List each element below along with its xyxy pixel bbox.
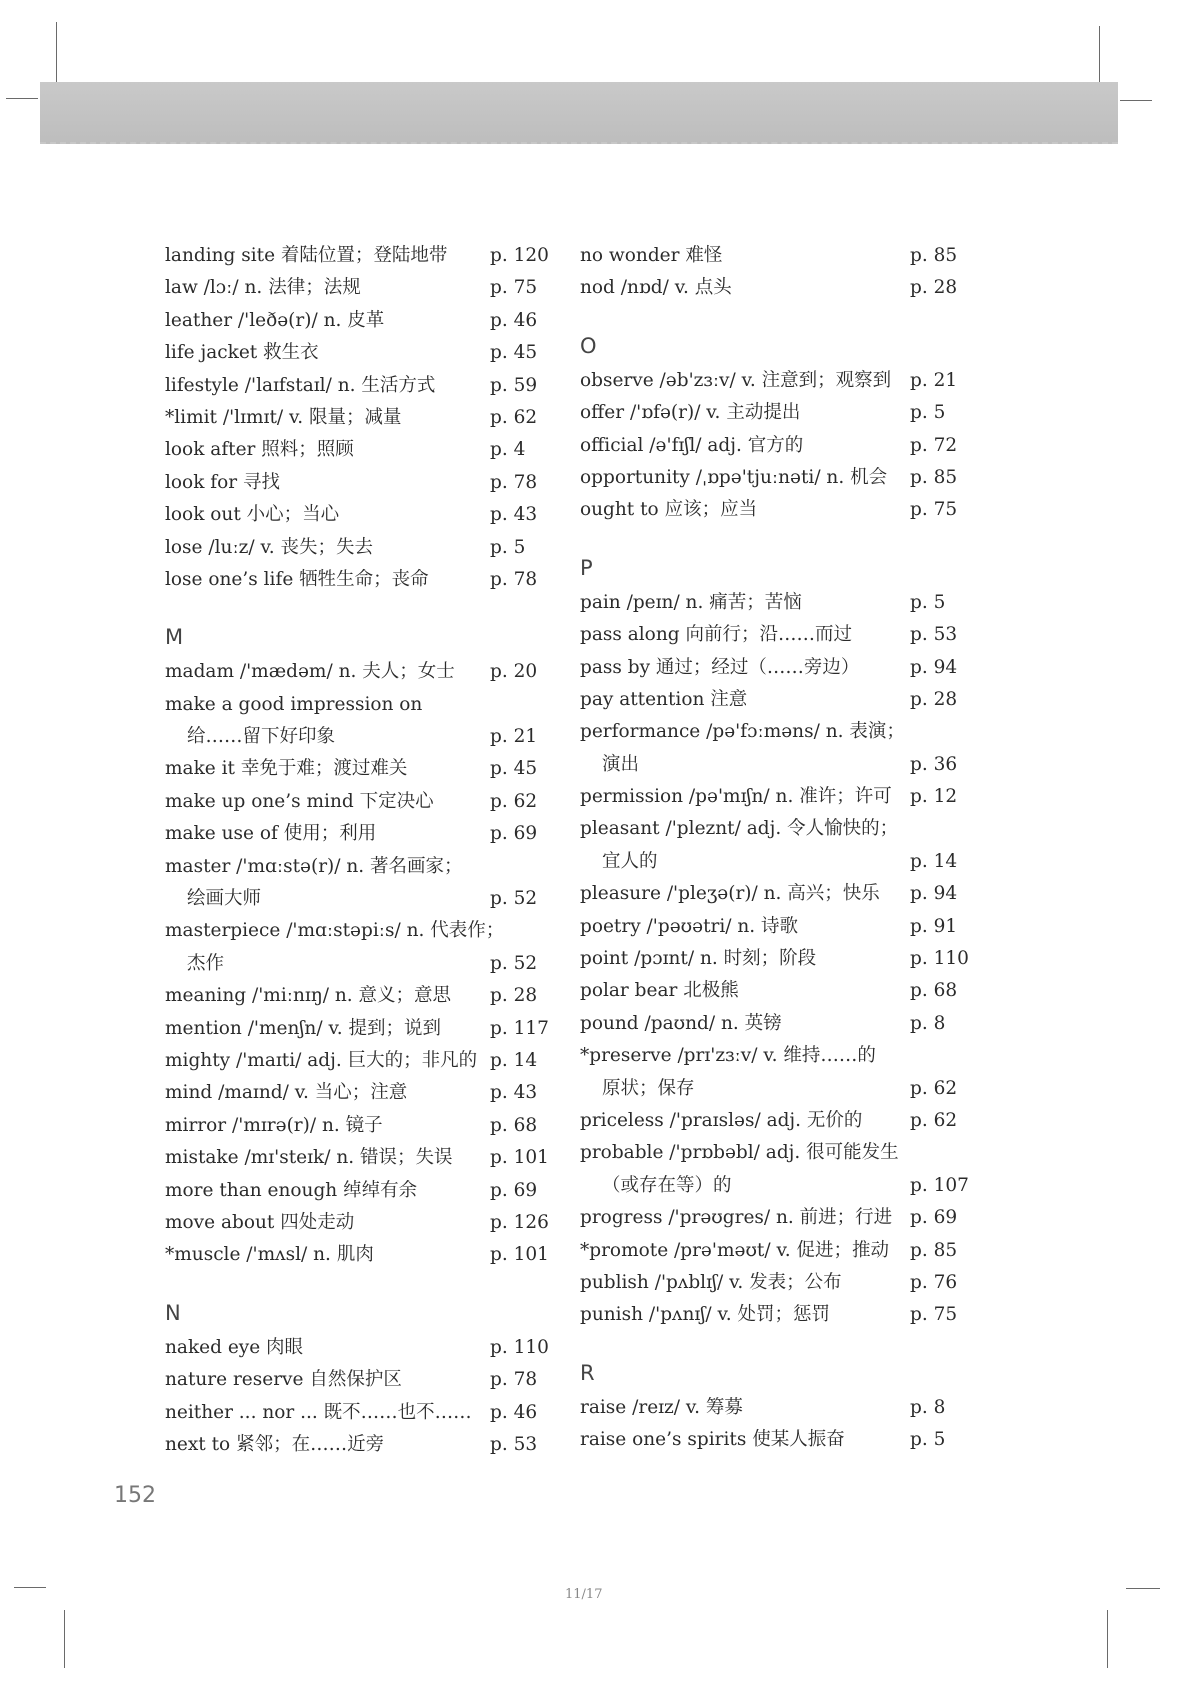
entry-page-reference: p. 85 xyxy=(910,466,958,488)
entry-page-reference: p. 110 xyxy=(910,948,969,970)
entry-page-reference: p. 45 xyxy=(490,342,538,364)
entry-page-reference: p. 117 xyxy=(490,1017,549,1039)
entry-text: 杰作 xyxy=(187,952,225,974)
glossary-entry xyxy=(165,1013,550,1045)
entry-text: neither ... nor ... 既不……也不…… xyxy=(165,1401,472,1423)
page-number: 152 xyxy=(114,1483,156,1508)
glossary-entry xyxy=(580,684,980,716)
entry-text: masterpiece /'mɑːstəpiːs/ n. 代表作； xyxy=(165,920,505,942)
entry-text: poetry /'pəʊətri/ n. 诗歌 xyxy=(580,915,799,937)
entry-text: more than enough 绰绰有余 xyxy=(165,1179,418,1201)
entry-text: madam /'mædəm/ n. 夫人；女士 xyxy=(165,661,455,683)
entry-page-reference: p. 72 xyxy=(910,434,958,456)
glossary-entry xyxy=(580,1008,980,1040)
crop-mark-top-right-horizontal xyxy=(1120,100,1152,101)
glossary-entry xyxy=(165,818,550,850)
glossary-entry xyxy=(165,532,550,564)
entry-text: make it 幸免于难；渡过难关 xyxy=(165,758,408,780)
entry-page-reference: p. 43 xyxy=(490,504,538,526)
glossary-entry xyxy=(580,716,980,748)
entry-text: no wonder 难怪 xyxy=(580,245,723,266)
entry-text: pleasant /'pleznt/ adj. 令人愉快的； xyxy=(580,818,899,840)
crop-mark-bottom-right-horizontal xyxy=(1126,1588,1160,1589)
entry-text: master /'mɑːstə(r)/ n. 著名画家； xyxy=(165,855,463,877)
entry-page-reference: p. 76 xyxy=(910,1271,958,1293)
glossary-entry xyxy=(165,1429,550,1461)
entry-text: punish /'pʌnɪʃ/ v. 处罚；惩罚 xyxy=(580,1304,830,1326)
glossary-entry-continuation xyxy=(165,721,550,753)
entry-page-reference: p. 4 xyxy=(490,439,526,461)
entry-page-reference: p. 126 xyxy=(490,1211,549,1233)
entry-text: point /pɔɪnt/ n. 时刻；阶段 xyxy=(580,948,817,970)
entry-text: pain /peɪn/ n. 痛苦；苦恼 xyxy=(580,591,802,613)
entry-text: progress /'prəʊgres/ n. 前进；行进 xyxy=(580,1207,893,1229)
entry-text: opportunity /ˌɒpə'tjuːnəti/ n. 机会 xyxy=(580,466,888,488)
glossary-entry xyxy=(580,430,980,462)
entry-text: priceless /'praɪsləs/ adj. 无价的 xyxy=(580,1109,863,1131)
glossary-left-column xyxy=(165,240,550,1461)
entry-page-reference: p. 53 xyxy=(910,624,958,646)
glossary-entry xyxy=(580,1137,980,1169)
glossary-entry xyxy=(165,434,550,466)
entry-text: lifestyle /'laɪfstaɪl/ n. 生活方式 xyxy=(165,374,436,396)
entry-text: （或存在等）的 xyxy=(602,1174,732,1196)
entry-page-reference: p. 85 xyxy=(910,1239,958,1261)
crop-mark-top-right-vertical xyxy=(1099,26,1100,84)
glossary-entry-continuation xyxy=(165,883,550,915)
entry-text: make up one’s mind 下定决心 xyxy=(165,790,434,812)
entry-text: *promote /prə'məʊt/ v. 促进；推动 xyxy=(580,1239,889,1261)
glossary-entry xyxy=(580,781,980,813)
glossary-entry xyxy=(165,402,550,434)
entry-text: pass by 通过；经过（……旁边） xyxy=(580,656,860,678)
entry-text: publish /'pʌblɪʃ/ v. 发表；公布 xyxy=(580,1271,842,1293)
entry-text: naked eye 肉眼 xyxy=(165,1336,304,1358)
entry-page-reference: p. 14 xyxy=(490,1049,538,1071)
section-letter-o: O xyxy=(580,333,597,358)
entry-text: raise /reɪz/ v. 筹募 xyxy=(580,1396,743,1418)
glossary-entry xyxy=(165,980,550,1012)
entry-page-reference: p. 5 xyxy=(910,591,946,613)
glossary-entry-continuation xyxy=(165,948,550,980)
glossary-entry xyxy=(165,915,550,947)
glossary-entry xyxy=(165,656,550,688)
glossary-entry xyxy=(165,337,550,369)
entry-text: pleasure /'pleʒə(r)/ n. 高兴；快乐 xyxy=(580,883,880,905)
entry-text: *muscle /'mʌsl/ n. 肌肉 xyxy=(165,1244,374,1266)
entry-text: make use of 使用；利用 xyxy=(165,823,377,845)
glossary-right-column xyxy=(580,240,980,1457)
entry-page-reference: p. 46 xyxy=(490,1401,538,1423)
glossary-entry xyxy=(165,1077,550,1109)
glossary-entry xyxy=(165,689,550,721)
entry-page-reference: p. 120 xyxy=(490,245,549,266)
entry-page-reference: p. 101 xyxy=(490,1147,549,1169)
glossary-entry-continuation xyxy=(580,749,980,781)
glossary-entry-continuation xyxy=(580,846,980,878)
glossary-entry xyxy=(580,1299,980,1331)
section-letter-r: R xyxy=(580,1360,595,1385)
glossary-entry xyxy=(165,1175,550,1207)
entry-page-reference: p. 68 xyxy=(910,980,958,1002)
glossary-entry xyxy=(165,1397,550,1429)
glossary-entry xyxy=(165,499,550,531)
entry-page-reference: p. 62 xyxy=(910,1077,958,1099)
entry-text: observe /əb'zɜːv/ v. 注意到；观察到 xyxy=(580,369,892,391)
glossary-entry xyxy=(580,1105,980,1137)
glossary-entry xyxy=(165,305,550,337)
glossary-entry xyxy=(580,365,980,397)
entry-text: meaning /'miːnɪŋ/ n. 意义；意思 xyxy=(165,985,452,1007)
entry-text: lose one’s life 牺牲生命；丧命 xyxy=(165,568,429,590)
entry-page-reference: p. 59 xyxy=(490,374,538,396)
glossary-entry xyxy=(580,1424,980,1456)
entry-text: look for 寻找 xyxy=(165,471,280,493)
glossary-entry xyxy=(580,1040,980,1072)
entry-page-reference: p. 78 xyxy=(490,471,538,493)
entry-text: raise one’s spirits 使某人振奋 xyxy=(580,1429,845,1451)
entry-page-reference: p. 28 xyxy=(910,277,958,299)
glossary-entry xyxy=(165,370,550,402)
entry-page-reference: p. 62 xyxy=(910,1109,958,1131)
entry-page-reference: p. 28 xyxy=(490,985,538,1007)
entry-page-reference: p. 62 xyxy=(490,406,538,428)
header-banner xyxy=(40,82,1118,144)
glossary-entry xyxy=(165,1142,550,1174)
section-letter-n: N xyxy=(165,1300,181,1325)
entry-page-reference: p. 75 xyxy=(490,277,538,299)
entry-page-reference: p. 101 xyxy=(490,1244,549,1266)
glossary-entry xyxy=(580,1392,980,1424)
entry-text: mirror /'mɪrə(r)/ n. 镜子 xyxy=(165,1114,383,1136)
entry-text: leather /'leðə(r)/ n. 皮革 xyxy=(165,309,385,331)
entry-text: pass along 向前行；沿……而过 xyxy=(580,624,852,646)
entry-text: life jacket 救生衣 xyxy=(165,342,319,364)
sheet-counter: 11/17 xyxy=(565,1587,603,1602)
entry-text: performance /pə'fɔːməns/ n. 表演； xyxy=(580,721,905,743)
entry-page-reference: p. 53 xyxy=(490,1433,538,1455)
entry-text: move about 四处走动 xyxy=(165,1211,355,1233)
entry-text: law /lɔː/ n. 法律；法规 xyxy=(165,277,361,299)
entry-page-reference: p. 69 xyxy=(490,823,538,845)
entry-page-reference: p. 110 xyxy=(490,1336,549,1358)
entry-text: mighty /'maɪti/ adj. 巨大的；非凡的 xyxy=(165,1049,478,1071)
entry-text: 绘画大师 xyxy=(187,888,262,910)
glossary-entry xyxy=(580,1235,980,1267)
entry-page-reference: p. 8 xyxy=(910,1012,946,1034)
glossary-entry xyxy=(580,975,980,1007)
entry-text: landing site 着陆位置；登陆地带 xyxy=(165,245,448,266)
entry-page-reference: p. 85 xyxy=(910,245,958,266)
entry-text: 原状；保存 xyxy=(602,1077,695,1099)
entry-text: official /ə'fɪʃl/ adj. 官方的 xyxy=(580,434,804,456)
entry-text: 给……留下好印象 xyxy=(187,726,336,748)
entry-page-reference: p. 75 xyxy=(910,1304,958,1326)
glossary-entry xyxy=(580,240,980,272)
entry-page-reference: p. 107 xyxy=(910,1174,969,1196)
entry-page-reference: p. 8 xyxy=(910,1396,946,1418)
entry-page-reference: p. 5 xyxy=(910,1429,946,1451)
glossary-entry-continuation xyxy=(580,1073,980,1105)
glossary-entry xyxy=(580,911,980,943)
glossary-entry xyxy=(580,652,980,684)
glossary-entry xyxy=(165,1239,550,1271)
section-letter-p: P xyxy=(580,555,593,580)
entry-text: mistake /mɪ'steɪk/ n. 错误；失误 xyxy=(165,1147,453,1169)
crop-mark-top-left-vertical xyxy=(56,22,57,84)
entry-page-reference: p. 91 xyxy=(910,915,958,937)
entry-page-reference: p. 52 xyxy=(490,888,538,910)
glossary-entry xyxy=(580,494,980,526)
entry-page-reference: p. 62 xyxy=(490,790,538,812)
glossary-entry xyxy=(580,619,980,651)
entry-page-reference: p. 46 xyxy=(490,309,538,331)
section-letter-m: M xyxy=(165,625,184,650)
glossary-entry xyxy=(580,462,980,494)
crop-mark-top-left-horizontal xyxy=(6,98,38,99)
glossary-entry xyxy=(165,467,550,499)
entry-page-reference: p. 69 xyxy=(490,1179,538,1201)
entry-text: 宜人的 xyxy=(602,850,658,872)
entry-page-reference: p. 5 xyxy=(910,402,946,424)
entry-page-reference: p. 52 xyxy=(490,952,538,974)
crop-mark-bottom-left-horizontal xyxy=(14,1587,46,1588)
entry-text: mention /'menʃn/ v. 提到；说到 xyxy=(165,1017,441,1039)
entry-page-reference: p. 78 xyxy=(490,1369,538,1391)
glossary-entry xyxy=(165,272,550,304)
glossary-entry xyxy=(165,240,550,272)
crop-mark-bottom-left-vertical xyxy=(64,1610,65,1668)
entry-text: offer /'ɒfə(r)/ v. 主动提出 xyxy=(580,402,801,424)
glossary-entry xyxy=(165,753,550,785)
entry-page-reference: p. 94 xyxy=(910,883,958,905)
entry-page-reference: p. 69 xyxy=(910,1207,958,1229)
glossary-entry xyxy=(580,878,980,910)
entry-page-reference: p. 28 xyxy=(910,688,958,710)
entry-page-reference: p. 21 xyxy=(490,726,538,748)
glossary-entry xyxy=(580,272,980,304)
entry-page-reference: p. 20 xyxy=(490,661,538,683)
glossary-entry xyxy=(165,1110,550,1142)
glossary-entry xyxy=(580,943,980,975)
entry-text: permission /pə'mɪʃn/ n. 准许；许可 xyxy=(580,786,892,808)
entry-page-reference: p. 43 xyxy=(490,1082,538,1104)
glossary-entry xyxy=(165,564,550,596)
entry-page-reference: p. 12 xyxy=(910,786,958,808)
glossary-entry xyxy=(165,851,550,883)
entry-text: nod /nɒd/ v. 点头 xyxy=(580,277,732,299)
entry-page-reference: p. 5 xyxy=(490,536,526,558)
glossary-entry xyxy=(165,1332,550,1364)
entry-page-reference: p. 21 xyxy=(910,369,958,391)
entry-page-reference: p. 94 xyxy=(910,656,958,678)
entry-text: pay attention 注意 xyxy=(580,688,748,710)
glossary-entry xyxy=(580,1202,980,1234)
entry-page-reference: p. 68 xyxy=(490,1114,538,1136)
entry-page-reference: p. 36 xyxy=(910,753,958,775)
glossary-entry xyxy=(580,1267,980,1299)
crop-mark-bottom-right-vertical xyxy=(1107,1610,1108,1668)
entry-text: nature reserve 自然保护区 xyxy=(165,1369,402,1391)
entry-text: next to 紧邻；在……近旁 xyxy=(165,1433,385,1455)
entry-text: make a good impression on xyxy=(165,693,423,715)
glossary-entry xyxy=(165,1207,550,1239)
entry-page-reference: p. 78 xyxy=(490,568,538,590)
entry-text: probable /'prɒbəbl/ adj. 很可能发生 xyxy=(580,1142,899,1164)
glossary-entry xyxy=(580,587,980,619)
entry-text: look after 照料；照顾 xyxy=(165,439,354,461)
entry-page-reference: p. 14 xyxy=(910,850,958,872)
glossary-entry xyxy=(165,1045,550,1077)
entry-text: ought to 应该；应当 xyxy=(580,499,758,521)
entry-text: *preserve /prɪ'zɜːv/ v. 维持……的 xyxy=(580,1045,876,1067)
entry-text: polar bear 北极熊 xyxy=(580,980,739,1002)
entry-text: *limit /'lɪmɪt/ v. 限量；减量 xyxy=(165,406,402,428)
glossary-entry xyxy=(165,1364,550,1396)
entry-page-reference: p. 75 xyxy=(910,499,958,521)
entry-text: mind /maɪnd/ v. 当心；注意 xyxy=(165,1082,408,1104)
glossary-entry xyxy=(165,786,550,818)
entry-text: look out 小心；当心 xyxy=(165,504,340,526)
glossary-entry xyxy=(580,813,980,845)
entry-text: 演出 xyxy=(602,753,640,775)
glossary-entry xyxy=(580,397,980,429)
glossary-entry-continuation xyxy=(580,1170,980,1202)
entry-text: pound /paʊnd/ n. 英镑 xyxy=(580,1012,782,1034)
entry-page-reference: p. 45 xyxy=(490,758,538,780)
entry-text: lose /luːz/ v. 丧失；失去 xyxy=(165,536,374,558)
header-banner-dashed-edge xyxy=(40,142,1118,150)
